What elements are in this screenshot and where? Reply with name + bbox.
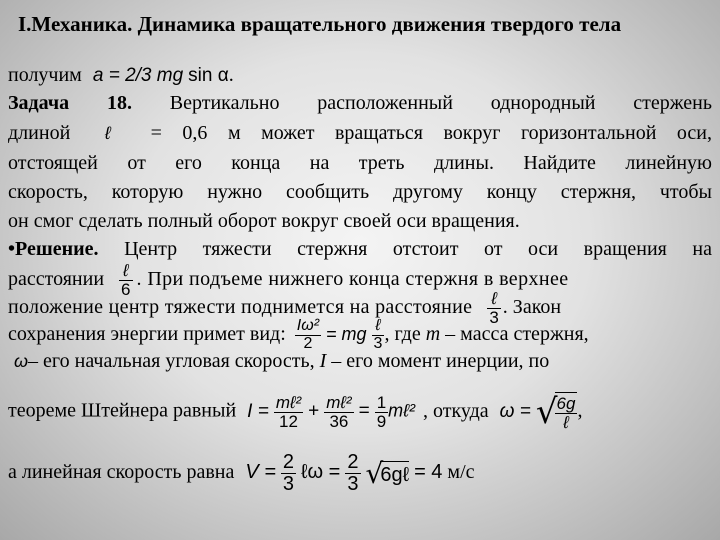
solution-line-1: [8, 238, 712, 261]
fraction-ml2-36: [324, 394, 353, 431]
formula-a: a = 2/3 mg: [92, 65, 184, 86]
formula-mg: = mg: [326, 323, 367, 344]
fraction-ml2-12: [274, 394, 303, 431]
formula-ml2: mℓ²: [388, 400, 415, 421]
fraction-l-over-3-b: [372, 318, 385, 353]
formula-sin: sin α: [188, 65, 229, 86]
solution-line-7: [8, 452, 712, 495]
task-text-5: он смог сделать полный оборот вокруг своей оси вращения.: [8, 210, 520, 232]
frac-den: 12: [279, 411, 298, 431]
solution-text-6b: , откуда: [422, 399, 489, 422]
solution-text-3b: . Закон: [502, 295, 562, 318]
var-I: I: [319, 350, 327, 372]
bullet: •: [8, 238, 16, 260]
equals-sign: =: [358, 400, 370, 422]
solution-text-2a: расстоянии: [8, 267, 105, 290]
fraction-6g-l: [555, 395, 578, 432]
sqrt-6gl: [366, 457, 410, 490]
frac-den: 9: [376, 411, 387, 431]
frac-den: 3: [282, 473, 295, 495]
solution-text-5a: – его начальная угловая скорость,: [28, 350, 315, 372]
omega-symbol: ω: [14, 351, 29, 371]
result-value: = 4: [414, 461, 443, 484]
solution-line-4: [8, 318, 712, 353]
solution-text-6a: теореме Штейнера равный: [8, 399, 237, 422]
frac-den: 3: [373, 334, 383, 352]
frac-num: ℓ: [487, 290, 500, 309]
comma: ,: [577, 399, 583, 422]
solution-line-5: [8, 350, 712, 373]
solution-text-5b: – его момент инерции, по: [331, 350, 550, 372]
frac-num: 2: [282, 451, 295, 473]
ell-symbol: ℓ: [104, 123, 127, 143]
task-line-1: [8, 92, 712, 115]
frac-num: Iω²: [296, 317, 320, 334]
frac-den: 36: [329, 411, 349, 431]
solution-text-7a: а линейная скорость равна: [8, 461, 235, 484]
task-text-1: Вертикально расположенный однородный стержень: [169, 92, 713, 114]
solution-line-6: [8, 392, 712, 432]
frac-num: 1: [376, 392, 387, 412]
formula-I-eq: I =: [247, 400, 269, 422]
sqrt-body: 6gℓ: [380, 461, 409, 487]
formula-v-eq: V =: [245, 461, 276, 484]
frac-den: ℓ: [563, 413, 569, 432]
frac-num: 2: [347, 451, 359, 473]
fraction-2-3-a: [281, 452, 296, 495]
text-poluchim: получим: [8, 64, 82, 86]
var-m: m: [425, 322, 441, 345]
solution-text-3a: положение центр тяжести поднимется на расстояние: [8, 295, 473, 318]
formula-l-omega: ℓω =: [301, 461, 341, 484]
task-text-2b: = 0,6 м может вращаться вокруг горизонтальной оси,: [150, 122, 713, 144]
task-line-3: [8, 152, 712, 175]
fraction-energy: [295, 318, 321, 353]
solution-text-4b: , где: [384, 322, 421, 345]
frac-num: mℓ²: [275, 392, 302, 412]
fraction-2-3-b: [345, 452, 360, 495]
task-text-2a: длиной: [8, 122, 71, 144]
task-text-4: скорость, которую нужно сообщить другому концу стержня, чтобы: [8, 181, 712, 203]
unit: м/с: [447, 461, 475, 484]
task-line-2: [8, 122, 712, 145]
slide-title: I.Механика. Динамика вращательного движения твердого тела: [18, 12, 622, 36]
task-label: Задача 18.: [8, 92, 132, 114]
solution-text-1: Центр тяжести стержня отстоит от оси вращения на: [124, 238, 712, 260]
task-line-5: [8, 210, 712, 233]
solution-label: Решение.: [15, 238, 99, 260]
fraction-1-9: [375, 394, 388, 431]
frac-num: mℓ²: [326, 392, 352, 412]
dot: .: [228, 64, 234, 86]
formula-omega-eq: ω =: [499, 400, 531, 422]
frac-num: 6g: [556, 394, 576, 414]
task-text-3: отстоящей от его конца на треть длины. Найдите линейную: [8, 152, 712, 174]
frac-den: 2: [303, 334, 313, 352]
sqrt-6g-over-l: [536, 392, 578, 432]
solution-text-2b: . При подъеме нижнего конца стержня в верхнее: [136, 267, 569, 290]
line-result-a: [8, 64, 712, 87]
frac-den: 3: [489, 307, 499, 327]
task-line-4: [8, 181, 712, 204]
plus-sign: +: [308, 400, 320, 422]
solution-text-4c: – масса стержня,: [445, 322, 589, 345]
frac-den: 3: [347, 473, 359, 495]
frac-den: 6: [121, 279, 131, 299]
radical-icon: √: [365, 457, 384, 490]
radical-icon: √: [535, 392, 558, 432]
frac-num: ℓ: [119, 262, 132, 281]
frac-num: ℓ: [372, 318, 385, 336]
solution-text-4a: сохранения энергии примет вид:: [8, 322, 286, 345]
